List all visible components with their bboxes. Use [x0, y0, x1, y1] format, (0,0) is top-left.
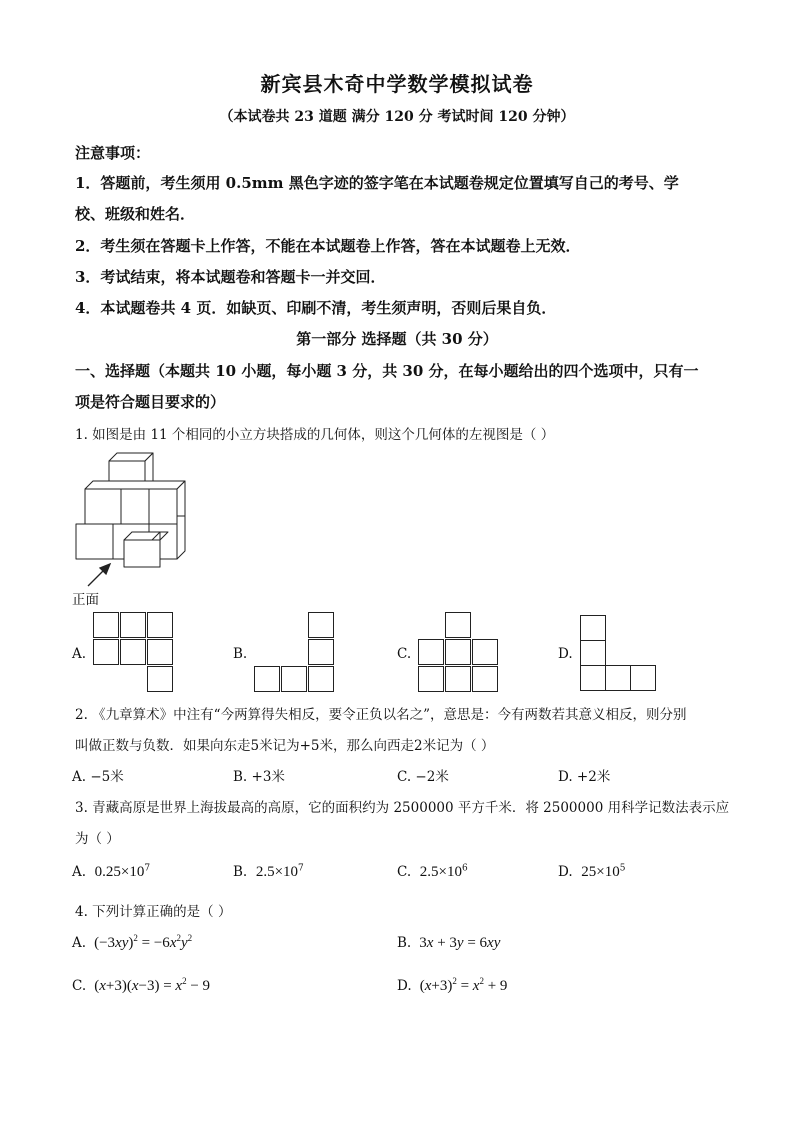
- option-b[interactable]: B. +3米: [233, 769, 285, 785]
- option-label: B.: [233, 864, 248, 880]
- option-a-view[interactable]: [93, 612, 175, 694]
- option-d-label[interactable]: D.: [558, 646, 573, 662]
- option-value: 0.25×10: [94, 864, 145, 880]
- page-title: 新宾县木奇中学数学模拟试卷: [260, 72, 534, 96]
- option-c-label[interactable]: C.: [397, 646, 412, 662]
- option-d[interactable]: [397, 978, 507, 995]
- note-item: 校、班级和姓名．: [75, 205, 196, 223]
- front-view-label: 正面: [72, 592, 99, 608]
- option-c-view[interactable]: [418, 612, 500, 694]
- option-value: 2.5×10: [419, 864, 462, 880]
- option-b[interactable]: [397, 935, 500, 952]
- option-a[interactable]: [72, 935, 192, 952]
- question-4-text: 4. 下列计算正确的是（ ）: [75, 904, 232, 920]
- grid-cell: [580, 665, 606, 691]
- grid-cell: [445, 666, 471, 692]
- exponent: 5: [619, 863, 626, 874]
- grid-cell: [147, 666, 173, 692]
- grid-cell: [445, 639, 471, 665]
- option-c[interactable]: [72, 978, 210, 995]
- option-a[interactable]: [72, 864, 150, 881]
- grid-cell: [580, 640, 606, 666]
- cube-stack-figure: [70, 450, 190, 590]
- grid-cell: [93, 612, 119, 638]
- exam-info: （本试卷共 23 道题 满分 120 分 考试时间 120 分钟）: [219, 109, 575, 125]
- option-value: 25×10: [581, 864, 620, 880]
- grid-cell: [120, 639, 146, 665]
- grid-cell: [147, 612, 173, 638]
- exponent: 6: [461, 863, 468, 874]
- grid-cell: [120, 612, 146, 638]
- notes-heading: 注意事项：: [75, 144, 151, 162]
- option-c[interactable]: C. −2米: [397, 769, 449, 785]
- option-c[interactable]: [397, 864, 468, 881]
- grid-cell: [254, 666, 280, 692]
- note-item: 2．考生须在答题卡上作答，不能在本试题卷上作答，答在本试题卷上无效．: [75, 237, 581, 255]
- grid-cell: [472, 639, 498, 665]
- exponent: 7: [298, 863, 304, 874]
- option-label: D.: [558, 864, 573, 880]
- grid-cell: [281, 666, 307, 692]
- option-label: C.: [72, 978, 87, 994]
- option-b-view[interactable]: [254, 612, 336, 694]
- option-label: B.: [397, 935, 412, 951]
- note-item: 3．考试结束，将本试题卷和答题卡一并交回．: [75, 268, 386, 286]
- note-item: 1．答题前，考生须用 0.5mm 黑色字迹的签字笔在本试题卷规定位置填写自己的考号、学: [75, 174, 679, 192]
- option-label: A.: [72, 864, 87, 880]
- option-label: C.: [397, 864, 412, 880]
- section-heading: 一、选择题（本题共 10 小题，每小题 3 分，共 30 分，在每小题给出的四个选项中，只有一: [75, 362, 699, 380]
- question-3-text: 3. 青藏高原是世界上海拔最高的高原，它的面积约为 2500000 平方千米．将 2500000 用科学记数法表示应: [75, 800, 730, 816]
- question-3-text-cont: 为（ ）: [75, 831, 120, 847]
- grid-cell: [445, 612, 471, 638]
- section-heading-cont: 项是符合题目要求的）: [75, 393, 226, 411]
- option-formula: $(x+3)(x-3) = x^2 - 9$: [90, 976, 211, 994]
- exponent: 7: [144, 863, 151, 874]
- option-d-view[interactable]: [580, 615, 662, 693]
- grid-cell: [308, 612, 334, 638]
- question-2-text-cont: 叫做正数与负数．如果向东走5米记为+5米，那么向西走2米记为（ ）: [75, 738, 495, 754]
- grid-cell: [418, 639, 444, 665]
- option-label: A.: [72, 935, 87, 951]
- question-2-text: 2. 《九章算术》中注有“今两算得失相反，要令正负以名之”，意思是：今有两数若其意义相反，则分别: [75, 707, 687, 723]
- option-d[interactable]: D. +2米: [558, 769, 611, 785]
- option-d[interactable]: [558, 864, 625, 881]
- question-1-text: 1. 如图是由 11 个相同的小立方块搭成的几何体，则这个几何体的左视图是（ ）: [75, 427, 555, 443]
- option-label: D.: [397, 978, 412, 994]
- grid-cell: [472, 666, 498, 692]
- note-item: 4．本试题卷共 4 页．如缺页、印刷不清，考生须声明，否则后果自负．: [75, 299, 557, 317]
- option-value: 2.5×10: [255, 864, 299, 880]
- grid-cell: [147, 639, 173, 665]
- option-formula: $(x+3)^2 = x^2 + 9$: [415, 976, 508, 994]
- option-b[interactable]: [233, 864, 304, 881]
- option-formula: 3x + 3y = 6xy: [415, 935, 501, 951]
- grid-cell: [93, 639, 119, 665]
- grid-cell: [605, 665, 631, 691]
- part-heading: 第一部分 选择题（共 30 分）: [296, 330, 498, 348]
- option-a-label[interactable]: A.: [72, 646, 87, 662]
- grid-cell: [308, 666, 334, 692]
- option-formula: $(-3xy)^2 = -6x^2y^2$: [90, 933, 193, 951]
- grid-cell: [418, 666, 444, 692]
- grid-cell: [580, 615, 606, 641]
- grid-cell: [308, 639, 334, 665]
- option-b-label[interactable]: B.: [233, 646, 248, 662]
- grid-cell: [630, 665, 656, 691]
- option-a[interactable]: A. −5米: [72, 769, 124, 785]
